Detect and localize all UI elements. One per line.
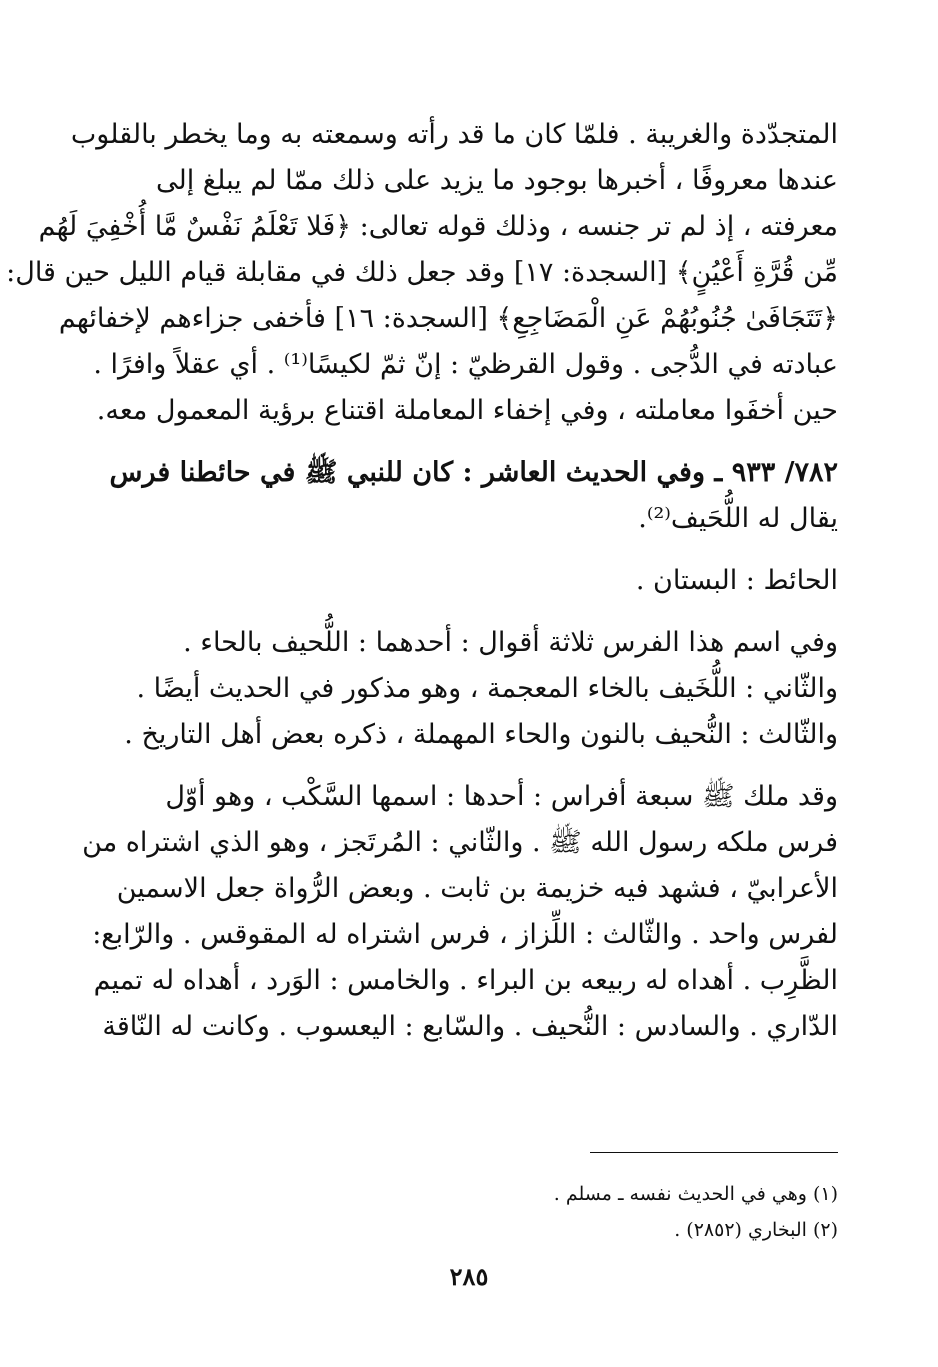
text-line: الأعرابيّ ، فشهد فيه خزيمة بن ثابت . وبعض الرُّواة جعل الاسمين — [116, 873, 838, 904]
horses-paragraph — [82, 774, 838, 1050]
text-line: معرفته ، إذ لم تر جنسه ، وذلك قوله تعالى: ﴿فَلا تَعْلَمُ نَفْسٌ مَّا أُخْفِيَ لَهُم — [38, 211, 838, 242]
text-line: عبادته في الدُّجى . وقول القرظيّ : إنّ ثمّ لكيسًا⁽¹⁾ . أي عقلاً وافرًا . — [93, 349, 838, 380]
text-line: لفرس واحد . والثّالث : اللِّزاز ، فرس اشتراه له المقوقس . والرّابع: — [92, 919, 838, 950]
text-line: عندها معروفًا ، أخبرها بوجود ما يزيد على ذلك ممّا لم يبلغ إلى — [155, 165, 838, 196]
footnote-2: (٢) البخاري (٢٨٥٢) . — [674, 1219, 838, 1241]
names-paragraph — [100, 620, 838, 758]
text-line: حين أخفَوا معاملته ، وفي إخفاء المعاملة اقتناع برؤية المعمول معه. — [96, 395, 838, 426]
page-body — [6, 112, 838, 1050]
text-line: المتجدّدة والغريبة . فلمّا كان ما قد رأته وسمعته به وما يخطر بالقلوب — [70, 119, 838, 150]
definition-line: الحائط : البستان . — [635, 565, 838, 596]
page-number: ٢٨٥ — [449, 1262, 489, 1291]
text-line: يقال له اللُّحَيف⁽²⁾. — [638, 503, 838, 534]
text-line: وفي اسم هذا الفرس ثلاثة أقوال : أحدهما : اللُّحيف بالحاء . — [183, 627, 838, 658]
footnote-1: (١) وهي في الحديث نفسه ـ مسلم . — [553, 1183, 838, 1205]
hadith-block — [100, 450, 838, 542]
hadith-heading-line: ٧٨٢/ ٩٣٣ ـ وفي الحديث العاشر : كان للنبي ﷺ في حائطنا فرس — [109, 457, 838, 488]
text-line: الدّاري . والسادس : النُّحيف . والسّابع : اليعسوب . وكانت له النّاقة — [102, 1011, 838, 1042]
spacer — [100, 604, 838, 620]
footnote-divider — [590, 1152, 838, 1153]
text-line: وقد ملك ﷺ سبعة أفراس : أحدها : اسمها السَّكْب ، وهو أوّل — [165, 781, 838, 812]
text-line: والثّالث : النُّحيف بالنون والحاء المهملة ، ذكره بعض أهل التاريخ . — [124, 719, 838, 750]
text-line: فرس ملكه رسول الله ﷺ . والثّاني : المُرتَجز ، وهو الذي اشتراه من — [82, 827, 838, 858]
spacer — [100, 434, 838, 450]
text-line: ﴿تَتَجَافَىٰ جُنُوبُهُمْ عَنِ الْمَضَاجِعِ﴾ [السجدة: ١٦] فأخفى جزاءهم لإخفائهم — [58, 303, 838, 334]
spacer — [100, 758, 838, 774]
text-line: مِّن قُرَّةِ أَعْيُنٍ﴾ [السجدة: ١٧] وقد جعل ذلك في مقابلة قيام الليل حين قال: — [6, 257, 838, 288]
definition-block — [100, 558, 838, 604]
footnotes — [300, 1176, 838, 1248]
text-line: والثّاني : اللُّخَيف بالخاء المعجمة ، وهو مذكور في الحديث أيضًا . — [136, 673, 838, 704]
spacer — [100, 542, 838, 558]
paragraph-1 — [6, 112, 838, 434]
text-line: الظَّرِب . أهداه له ربيعه بن البراء . والخامس : الوَرد ، أهداه له تميم — [93, 965, 838, 996]
